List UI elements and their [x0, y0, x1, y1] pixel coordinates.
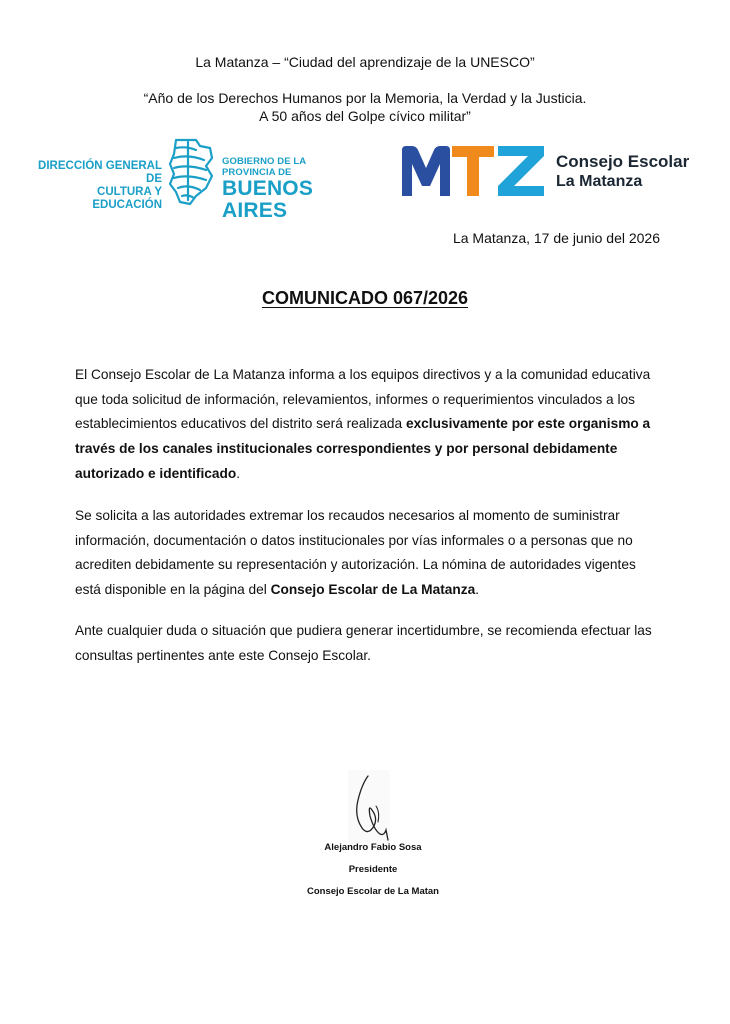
document-date: La Matanza, 17 de junio del 2026: [452, 230, 660, 246]
mtz-z-letter: [498, 146, 544, 196]
document-title: COMUNICADO 067/2026: [261, 288, 469, 308]
mtz-logo-mark: [398, 142, 548, 200]
header-line-unesco: La Matanza – “Ciudad del aprendizaje de la UNESCO”: [195, 54, 535, 70]
paragraph-2-end: .: [475, 582, 480, 598]
header-line-year: “Año de los Derechos Humanos por la Memoria, la Verdad y la Justicia.: [143, 90, 587, 106]
paragraph-3: Ante cualquier duda o situación que pudiera generar incertidumbre, se recomienda efectuar las consultas pertinentes ante este Consejo Escolar.: [75, 623, 652, 663]
consejo-escolar-logo: [398, 138, 708, 204]
dgcye-text: [26, 160, 162, 212]
paragraph-1-end: .: [236, 465, 241, 481]
paragraph-1-bold: exclusivamente por este organismo a través de los canales institucionales correspondientes y por personal debidamente autorizado e identificado: [75, 416, 651, 481]
paragraph-1-text: El Consejo Escolar de La Matanza informa a los equipos directivos y a la comunidad educativa que toda solicitud de información, relevamientos, informes o requerimientos vinculados a los establecimientos educativos del distrito será realizada: [75, 367, 651, 432]
consejo-escolar-text: [556, 152, 689, 191]
paragraph-1: [75, 363, 662, 487]
dgcye-logo: [26, 136, 356, 222]
paragraph-2-bold: Consejo Escolar de La Matanza: [270, 582, 476, 598]
handwritten-signature: [340, 770, 400, 848]
mtz-t-letter: [452, 146, 494, 196]
paragraph-2: [75, 504, 662, 603]
header-line-golpe: A 50 años del Golpe cívico militar”: [259, 108, 471, 124]
signer-name: Alejandro Fabio Sosa: [324, 842, 422, 853]
gobierno-small-text: GOBIERNO DE LA PROVINCIA DE: [222, 156, 306, 178]
dgcye-line2: CULTURA Y EDUCACIÓN: [92, 186, 162, 211]
consejo-escolar-line2: La Matanza: [556, 173, 643, 190]
paragraph-2-text: Se solicita a las autoridades extremar los recaudos necesarios al momento de suministrar información, documentación o datos institucionales por vías informales o a personas que no acrediten debidamente su representación y autorización. La nómina de autoridades vigentes está disponible en la página del: [75, 508, 636, 598]
consejo-escolar-line1: Consejo Escolar: [556, 152, 690, 171]
mtz-m-letter: [402, 146, 450, 196]
gobierno-pba-text: [222, 156, 356, 222]
signer-role: Presidente: [348, 864, 398, 875]
buenos-aires-emblem-icon: [166, 136, 218, 208]
buenos-aires-text: BUENOS AIRES: [222, 177, 314, 222]
dgcye-line1: DIRECCIÓN GENERAL DE: [38, 160, 162, 185]
signer-organization: Consejo Escolar de La Matan: [307, 886, 439, 897]
